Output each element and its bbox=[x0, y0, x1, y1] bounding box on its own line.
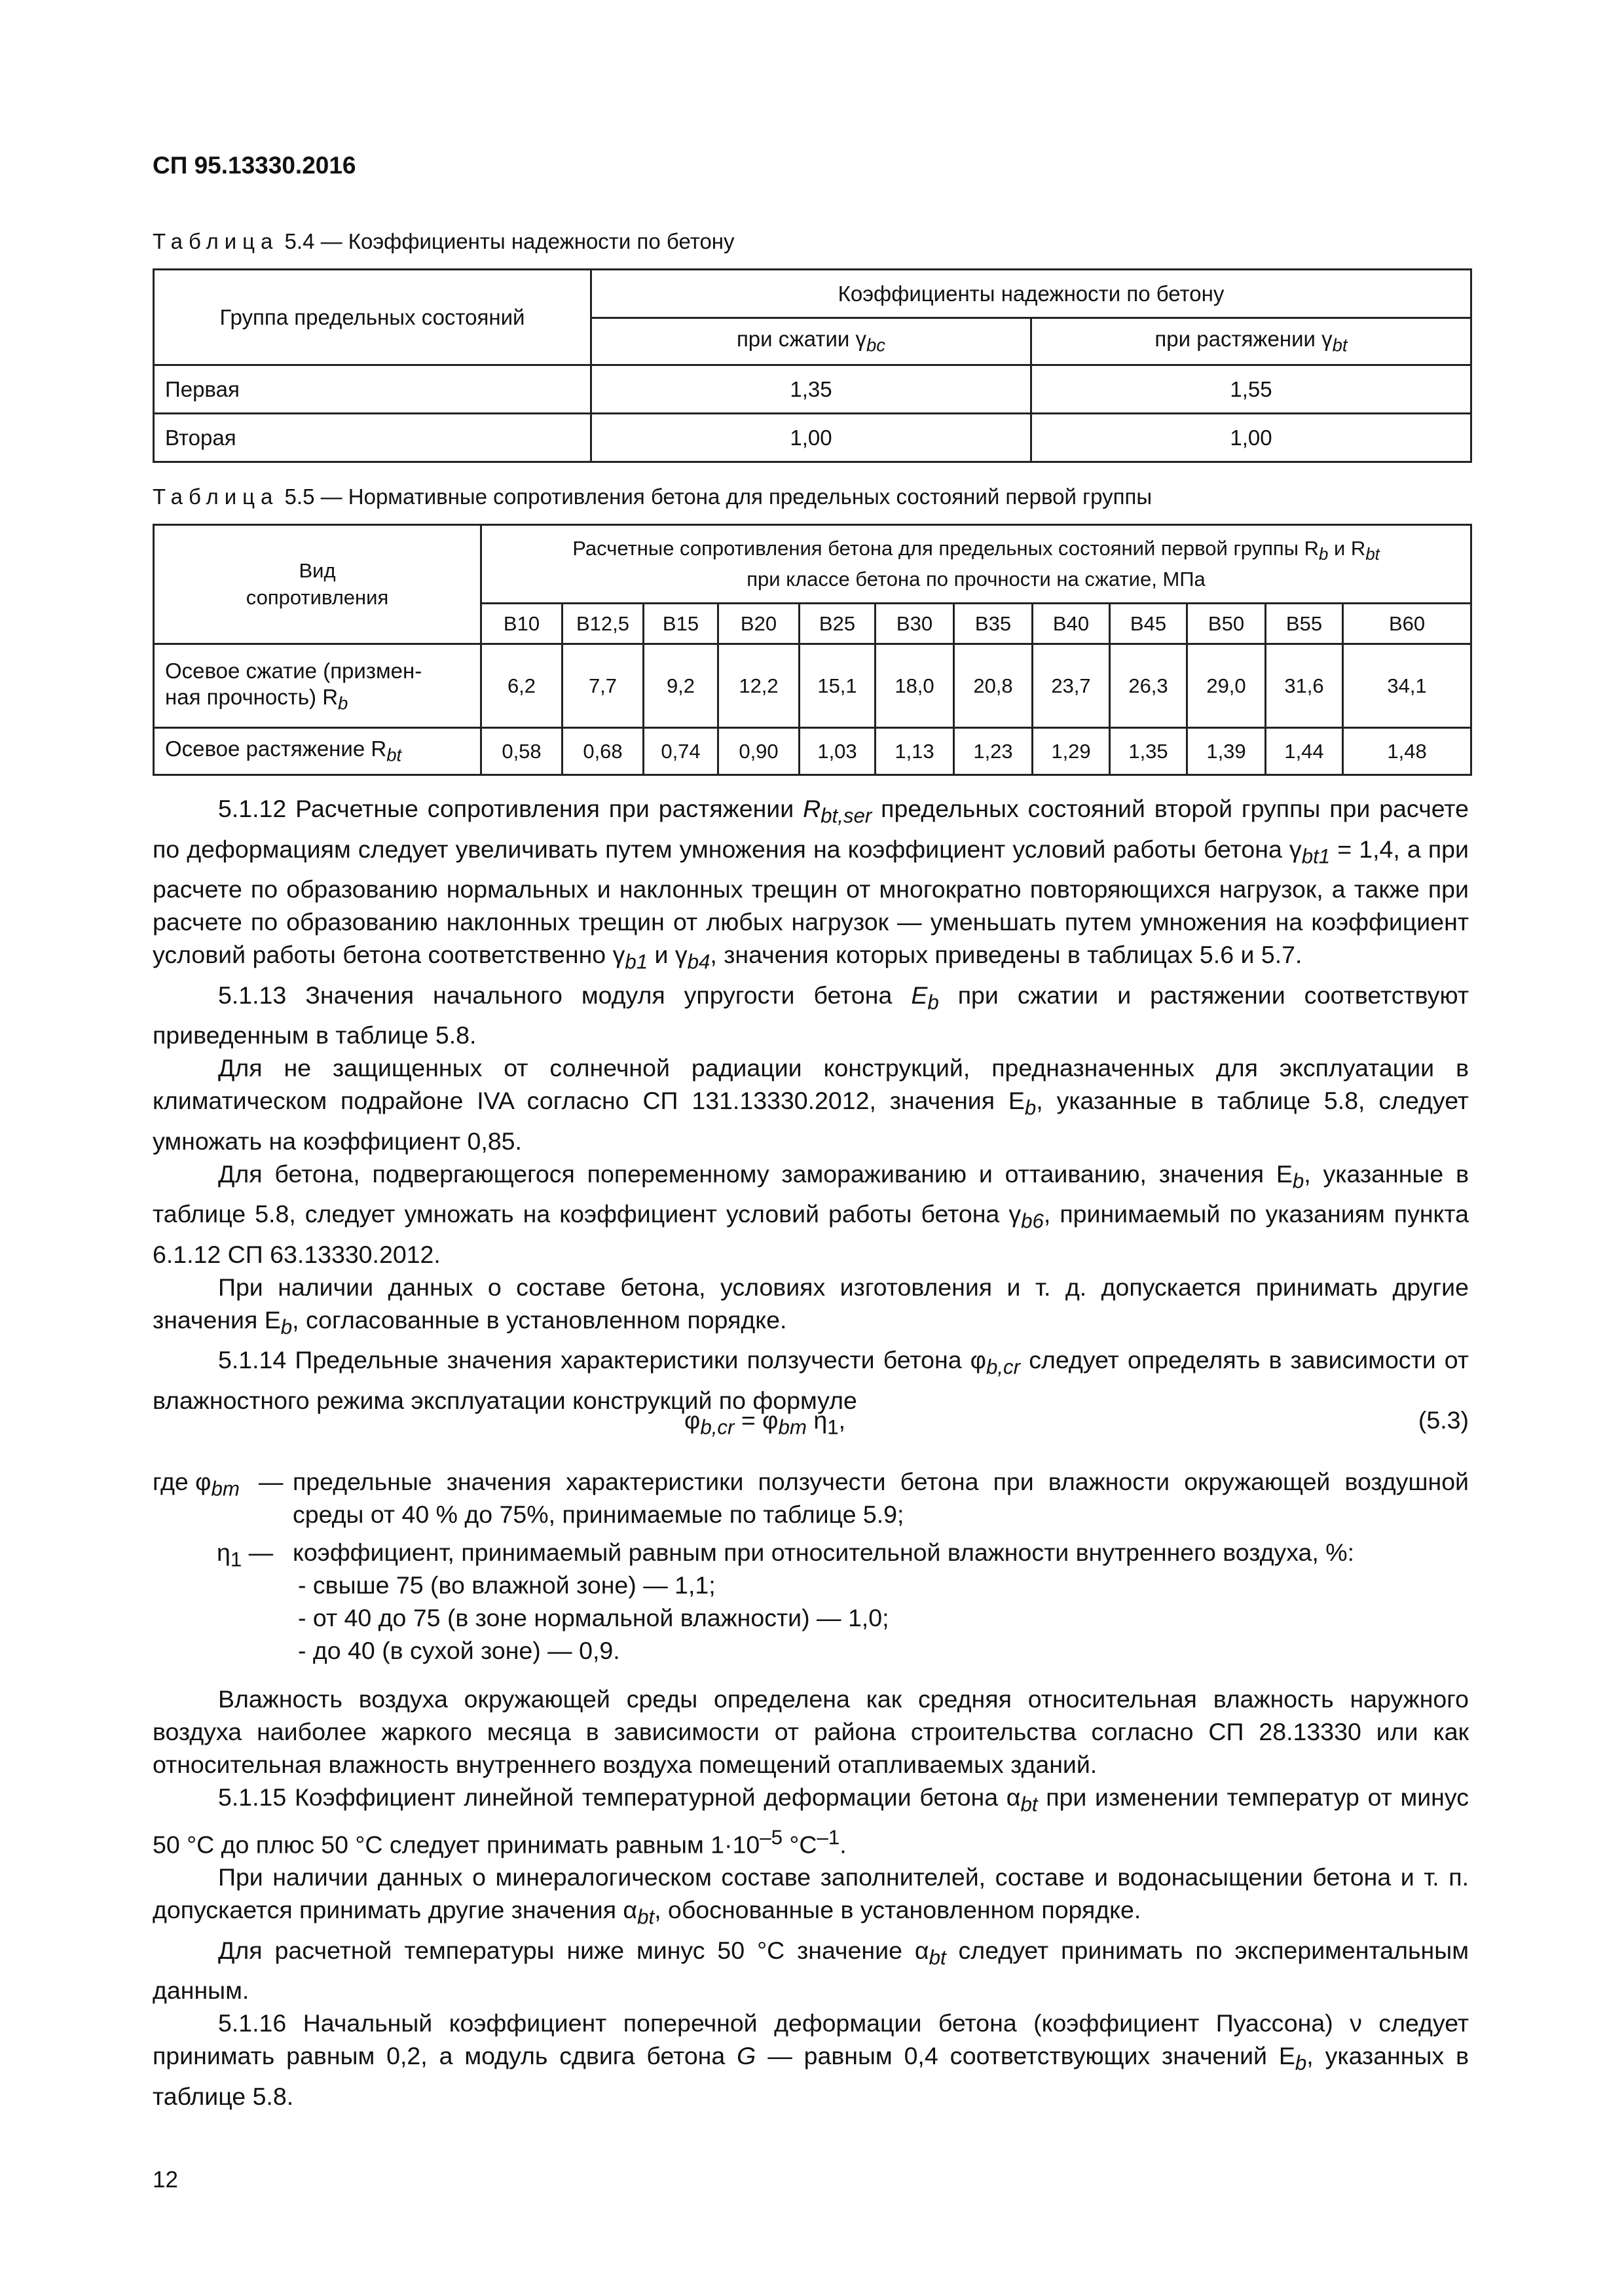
cell-value: 0,74 bbox=[644, 728, 718, 775]
list-item: - от 40 до 75 (в зоне нормальной влажности) — 1,0; bbox=[298, 1604, 889, 1631]
cell-value: 1,35 bbox=[1110, 728, 1187, 775]
paragraph-5-1-13: 5.1.13 Значения начального модуля упругости бетона $E_b$ при сжатии и растяжении соответствуют приведенным в таблице 5.8. bbox=[153, 981, 1469, 1049]
cell-value: 1,44 bbox=[1266, 728, 1343, 775]
paragraph-other: При наличии данных о составе бетона, условиях изготовления и т. д. допускается принимать другие значения $E_b$, согласованные в установленном порядке. bbox=[153, 1273, 1469, 1338]
class-head: B15 bbox=[644, 604, 718, 644]
table-row bbox=[154, 728, 1471, 775]
paragraph-5-1-12: 5.1.12 Расчетные сопротивления при растяжении $R_{bt,ser}$ предельных состояний второй группы при расчете по деформациям следует увеличивать путем умножения на коэффициент условий работы бетона $\gamma_{bt1} = 1,4$, а при расчете по образованию нормальных и наклонных трещин от многократно повторяющихся нагрузок, а также при расчете по образованию наклонных трещин от любых нагрузок — уменьшать путем умножения на коэффициент условий работы бетона соответственно $\gamma_{b1}$ и $\gamma_{b4}$, значения которых приведены в таблицах 5.6 и 5.7. bbox=[153, 795, 1469, 974]
cell-value: 1,48 bbox=[1343, 728, 1471, 775]
class-head: B60 bbox=[1343, 604, 1471, 644]
doc-header: СП 95.13330.2016 bbox=[153, 152, 356, 179]
list-item: - свыше 75 (во влажной зоне) — 1,1; bbox=[298, 1571, 716, 1599]
paragraph-solar: Для не защищенных от солнечной радиации конструкций, предназначенных для эксплуатации в климатическом подрайоне IVA согласно СП 131.13330.2012, значения $E_b$, указанные в таблице 5.8, следует умножать на коэффициент 0,85. bbox=[153, 1054, 1469, 1155]
paragraph-humidity: Влажность воздуха окружающей среды определена как средняя относительная влажность наружного воздуха наиболее жаркого месяца в зависимости от района строительства согласно СП 28.13330 или как относительная влажность внутреннего воздуха помещений отапливаемых зданий. bbox=[153, 1685, 1469, 1778]
class-head: B55 bbox=[1266, 604, 1343, 644]
class-head: B40 bbox=[1033, 604, 1110, 644]
paragraph-temperature: Для расчетной температуры ниже минус 50 °С значение $\alpha_{bt}$ следует принимать по экспериментальным данным. bbox=[153, 1936, 1469, 2004]
paragraph-freeze: Для бетона, подвергающегося попеременному замораживанию и оттаиванию, значения $E_b$, указанные в таблице 5.8, следует умножать на коэффициент условий работы бетона $\gamma_{b6}$, принимаемый по указаниям пункта 6.1.12 СП 63.13330.2012. bbox=[153, 1159, 1469, 1268]
paragraph-5-1-15: 5.1.15 Коэффициент линейной температурной деформации бетона $\alpha_{bt}$ при изменении температур от минус 50 °С до плюс 50 °С следует принимать равным $1\cdot 10^{-5}$ $^\circ С^{-1}$. bbox=[153, 1783, 1469, 1858]
cell-value: 1,35 bbox=[591, 365, 1031, 414]
class-head: B30 bbox=[876, 604, 954, 644]
cell-value: 7,7 bbox=[563, 644, 644, 728]
table-row bbox=[154, 365, 1471, 414]
eta-label: $\eta_1$ — bbox=[217, 1539, 274, 1571]
cell-value: 1,00 bbox=[1031, 414, 1471, 462]
cell-value: 31,6 bbox=[1266, 644, 1343, 728]
cell-value: 15,1 bbox=[800, 644, 876, 728]
cell-value: 23,7 bbox=[1033, 644, 1110, 728]
class-head: B12,5 bbox=[563, 604, 644, 644]
where-dash: — bbox=[259, 1468, 284, 1495]
class-head: B35 bbox=[954, 604, 1033, 644]
row-label: Осевое растяжение $R_{bt}$ bbox=[154, 728, 481, 775]
cell-value: 1,55 bbox=[1031, 365, 1471, 414]
cell-value: 6,2 bbox=[481, 644, 563, 728]
cell-value: 9,2 bbox=[644, 644, 718, 728]
cell-value: 34,1 bbox=[1343, 644, 1471, 728]
col-head-type: Вид сопротивления bbox=[154, 525, 481, 644]
class-head: B50 bbox=[1187, 604, 1266, 644]
cell-value: 0,58 bbox=[481, 728, 563, 775]
table-5-4 bbox=[153, 268, 1472, 463]
body-text-2 bbox=[153, 1683, 1469, 2113]
cell-value: 1,23 bbox=[954, 728, 1033, 775]
class-head: B20 bbox=[718, 604, 800, 644]
table-row bbox=[154, 414, 1471, 462]
body-text-1 bbox=[153, 792, 1469, 1417]
table-5-4-caption: Таблица 5.4 — Коэффициенты надежности по бетону bbox=[153, 229, 735, 253]
paragraph-mineral: При наличии данных о минералогическом составе заполнителей, составе и водонасыщении бетона и т. п. допускается принимать другие значения $\alpha_{bt}$, обоснованные в установленном порядке. bbox=[153, 1863, 1469, 1929]
equation-number: (5.3) bbox=[1418, 1406, 1469, 1434]
cell-value: 26,3 bbox=[1110, 644, 1187, 728]
cell-value: 1,39 bbox=[1187, 728, 1266, 775]
table-5-5-caption: Таблица 5.5 — Нормативные сопротивления бетона для предельных состояний первой группы bbox=[153, 484, 1153, 509]
eta-text: коэффициент, принимаемый равным при относительной влажности внутреннего воздуха, %: bbox=[293, 1539, 1355, 1566]
col-head-resist: Расчетные сопротивления бетона для предельных состояний первой группы $R_b$ и $R_{bt}$ при классе бетона по прочности на сжатие, МПа bbox=[481, 525, 1471, 604]
class-head: B25 bbox=[800, 604, 876, 644]
formula-5-3: $\varphi_{b,cr} = \varphi_{bm}$ $\eta_1$, bbox=[684, 1406, 845, 1439]
col-head-compression: при сжатии $\gamma_{bc}$ bbox=[591, 318, 1031, 365]
where-label: где $\varphi_{bm}$ bbox=[153, 1468, 240, 1501]
list-item: - до 40 (в сухой зоне) — 0,9. bbox=[298, 1637, 620, 1664]
cell-value: 18,0 bbox=[876, 644, 954, 728]
cell-value: 12,2 bbox=[718, 644, 800, 728]
cell-value: 29,0 bbox=[1187, 644, 1266, 728]
row-label: Первая bbox=[154, 365, 591, 414]
paragraph-5-1-14: 5.1.14 Предельные значения характеристики ползучести бетона $\varphi_{b,cr}$ следует определять в зависимости от влажностного режима эксплуатации конструкций по формуле bbox=[153, 1346, 1469, 1414]
paragraph-5-1-16: 5.1.16 Начальный коэффициент поперечной деформации бетона (коэффициент Пуассона) ν следует принимать равным 0,2, а модуль сдвига бетона G — равным 0,4 соответствующих значений $E_b$, указанных в таблице 5.8. bbox=[153, 2009, 1469, 2110]
col-head-coef: Коэффициенты надежности по бетону bbox=[591, 270, 1471, 318]
cell-value: 0,90 bbox=[718, 728, 800, 775]
col-head-tension: при растяжении $\gamma_{bt}$ bbox=[1031, 318, 1471, 365]
class-head: B45 bbox=[1110, 604, 1187, 644]
col-head-group: Группа предельных состояний bbox=[154, 270, 591, 365]
row-label: Вторая bbox=[154, 414, 591, 462]
row-label: Осевое сжатие (призмен- ная прочность) $R_b$ bbox=[154, 644, 481, 728]
cell-value: 1,03 bbox=[800, 728, 876, 775]
page-number: 12 bbox=[153, 2167, 178, 2193]
cell-value: 1,00 bbox=[591, 414, 1031, 462]
where-text: предельные значения характеристики ползучести бетона при влажности окружающей воздушной среды от 40 % до 75%, принимаемые по таблице 5.9; bbox=[293, 1468, 1469, 1528]
class-head: B10 bbox=[481, 604, 563, 644]
cell-value: 0,68 bbox=[563, 728, 644, 775]
table-row bbox=[154, 644, 1471, 728]
cell-value: 1,13 bbox=[876, 728, 954, 775]
cell-value: 1,29 bbox=[1033, 728, 1110, 775]
cell-value: 20,8 bbox=[954, 644, 1033, 728]
table-5-5 bbox=[153, 524, 1472, 776]
